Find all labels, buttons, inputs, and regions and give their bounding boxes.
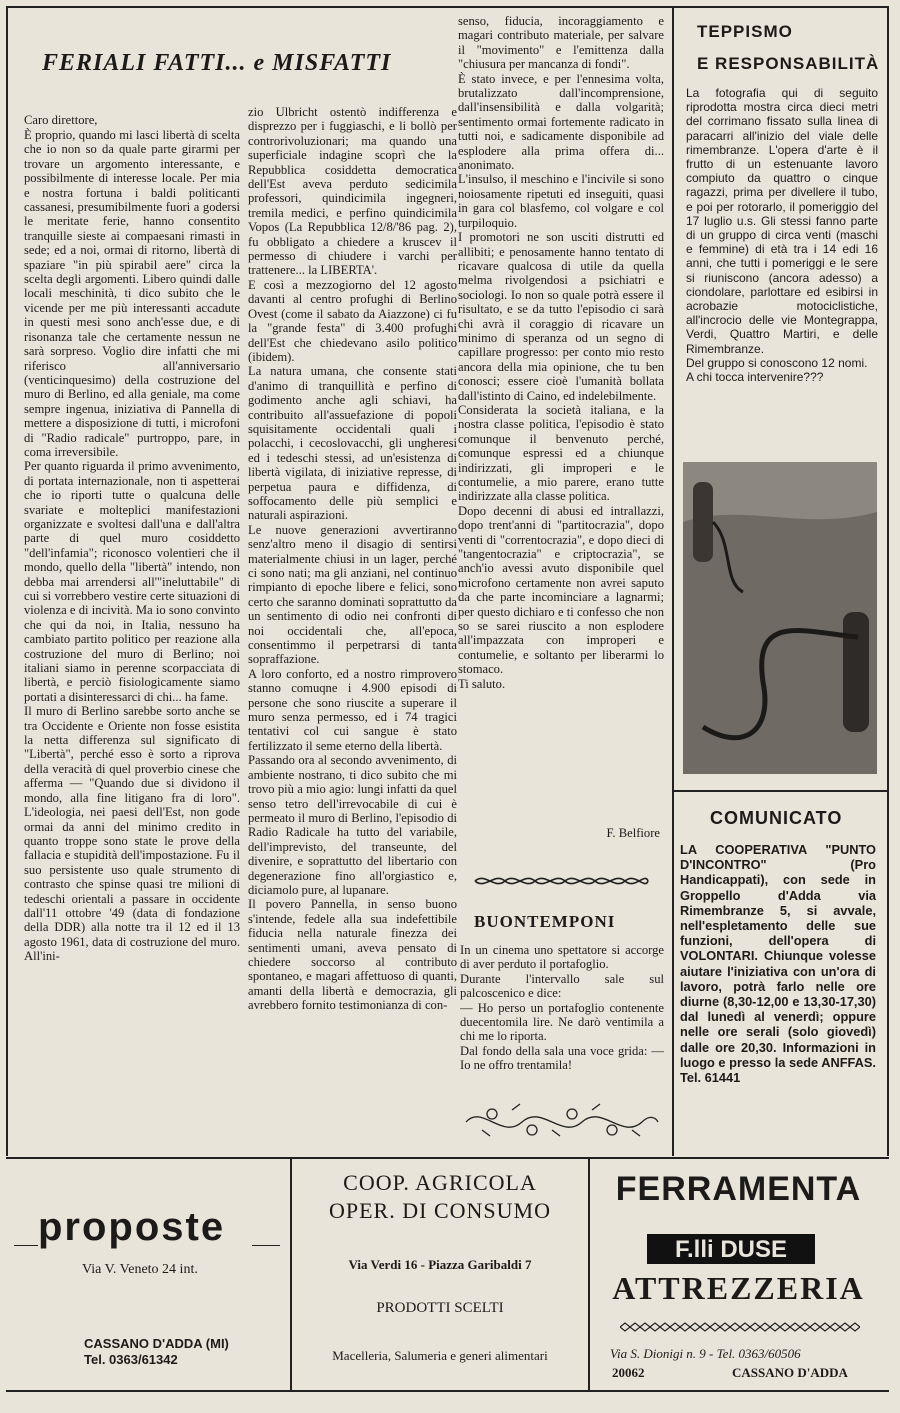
frame-left-rule xyxy=(6,6,8,1156)
article-column-3: senso, fiducia, incoraggiamento e magari contributo materiale, per salvare il "movimento" e l'emittenza dalla "chiusura per mancanza di fondi". È stato invece, e per l'ennesima volta, brutalizzato dall'incomprensione, dall'insensibilità e dalla volgarità; sentimento ormai fortemente radicato in tutti noi, e sadicamente disponibile ad esplodere alla prima offera di... anonimato. L'insulso, il meschino e l'incivile si sono noiosamente ripetuti ed inseguiti, quasi in gara col blasfemo, col volgare e col turpiloquio. I promotori ne son usciti distrutti ed allibiti; e penosamente hanno tentato di ricavare qualcosa di utile da quella melma rivolgendosi a psichiatri e sociologi. Io non so quale potrà essere il risultato, e se da tutto l'episodio ci sarà chi avrà il coraggio di ricavare un minimo di speranza od un segno di capillare progresso: per conto mio resto ancora della mia opinione, che tu ben conosci; essere cioè l'umanità bollata dall'istinto di Caino, ed indelebilmente. Considerata la società italiana, e la nostra classe politica, l'episodio è stato comunque il benvenuto perché, comunque espressi ed a chiunque indirizzati, gli improperi e le contumelie, a mio parere, erano tutte indirizzate alla classe politica. Dopo decenni di abusi ed intrallazzi, dopo trent'anni di "partitocrazia", dopo venti di "correntocrazia", e dopo dieci di "tangentocrazia" e criptocrazia", se anch'io avessi avuto disponibile quel microfono certamente non avrei saputo da che parte incominciare a lagnarmi; per questo dichiaro e ti confesso che non so se sarei riuscito a non esplodere all'impazzata con improperi e contumelie, e soltanto per liberarmi lo stomaco. Ti saluto. xyxy=(458,14,664,691)
article-title: FERIALI FATTI... e MISFATTI xyxy=(42,50,392,76)
teppismo-title-line-1: TEPPISMO xyxy=(697,22,793,41)
frame-right-rule xyxy=(887,6,889,1156)
ads-bottom-rule xyxy=(6,1390,889,1392)
ferramenta-address: Via S. Dionigi n. 9 - Tel. 0363/60506 xyxy=(610,1346,801,1361)
floral-ornament-icon xyxy=(462,1100,662,1144)
ferramenta-city: CASSANO D'ADDA xyxy=(732,1365,848,1380)
railing-photo xyxy=(683,462,877,774)
column-divider-right xyxy=(672,6,674,1156)
coop-services: Macelleria, Salumeria e generi alimentari xyxy=(332,1348,548,1363)
proposte-logo: proposte xyxy=(38,1205,226,1249)
comunicato-title: COMUNICATO xyxy=(710,808,843,828)
buontemponi-title: BUONTEMPONI xyxy=(474,912,616,931)
coop-title-line-1: COOP. AGRICOLA xyxy=(343,1170,537,1195)
ferramenta-zip: 20062 xyxy=(612,1365,645,1380)
coop-title-line-2: OPER. DI CONSUMO xyxy=(329,1198,551,1223)
coop-address: Via Verdi 16 - Piazza Garibaldi 7 xyxy=(348,1257,532,1272)
article-signature: F. Belfiore xyxy=(606,826,660,840)
proposte-city: CASSANO D'ADDA (MI) xyxy=(84,1336,229,1351)
ferramenta-brand: F.lli DUSE xyxy=(674,1236,788,1263)
ferramenta-title: FERRAMENTA xyxy=(615,1170,862,1208)
article-column-2: zio Ulbricht ostentò indifferenza e disprezzo per i fuggiaschi, e li bollò per controrivoluzionari; ma quando una superficiale indagine scoprì che la Repubblica cosiddetta democratica dell'Est aveva perduto sedicimila professori, quindicimila ingegneri, tremila medici, e perfino quindicimila Vopos (La Repubblica 12/8/'86 pag. 2), fu obbligato a chiedere a kruscev il permesso di chiudere i varchi per trattenere... la LIBERTA'. E così a mezzogiorno del 12 agosto davanti al centro profughi di Berlino Ovest (come il sabato da Aiazzone) ci fu la "grande festa" di 3.400 profughi dell'Est che chiedevano asilo politico (ibidem). La natura umana, che consente stati d'animo di tranquillità e perfino di godimento anche agli schiavi, ha contribuito all'assuefazione di popoli squisitamente occidentali quali i polacchi, i cecoslovacchi, gli ungheresi ed i tedeschi stessi, ad un'esistenza di libertà vigilata, di iniziative represse, di perpetua paura e diffidenza, di soffocamento delle più semplici e naturali aspirazioni. Le nuove generazioni avvertiranno senz'altro meno il disagio di sentirsi materialmente chiusi in un lager, perché ci sono nati; ma gli anziani, nel continuo rimpianto di epoche libere e felici, sono certo che saranno dominati soprattutto da un sentimento di odio nei confronti di noi occidentali che, all'epoca, consentimmo il perpetrarsi di tanta sopraffazione. A loro conforto, ed a nostro rimprovero stanno comuqne i 4.900 episodi di persone che sono riuscite a superare il muro senza permesso, ed i 74 tragici tentativi col cui sangue è stato fertilizzato il seme eterno della libertà. Passando ora al secondo avvenimento, di ambiente nostrano, ti dico subito che mi trovo più a mio agio: lungi infatti da quel senso tetro dell'irrevocabile di cui è permeato il muro di Berlino, l'episodio di Radio Radicale ha tutto del variabile, dell'imprevisto, del transeunte, del divenire, e soprattutto del libertario con degenerazione fino all'orgiastico e, diciamolo pure, al lupanare. Il povero Pannella, in senso buono s'intende, fedele alla sua indefettibile fiducia nella naturale finezza dei sentimenti umani, aveva pensato di chiedere soccorso al contributo spontaneo, e magari affettuoso di quanti, amanti della libertà e democrazia, gli avrebbero fornito testimonianza di con- xyxy=(248,105,457,1013)
ferramenta-divider-icon xyxy=(620,1322,860,1332)
teppismo-body: La fotografia qui di seguito riprodotta mostra circa dieci metri del corrimano fissato sulla linea di paracarri all'inizio del viale delle rimembranze. L'opera d'arte è il frutto di un estenuante lavoro compiuto da quattro o cinque ragazzi, prima per divellere il tubo, e poi per rotorarlo, il pomeriggio del 17 luglio u.s. Gli stessi fanno parte di un gruppo di circa venti (maschi e femmine) di età tra i 14 edi 16 anni, che tutti i pomeriggi e le sere si riuniscono (ancora adesso) a ciondolare, parlottare ed esibirsi in acrobazie motociclistiche, all'incrocio delle vie Montegrappa, Verdi, Quattro Martiri, e delle Rimembranze. Del gruppo si conoscono 12 nomi. A chi tocca intervenire??? xyxy=(686,86,878,385)
article-column-1: È proprio, quando mi lasci libertà di scelta che io non so da quale parte girarmi per trovare un argomento interessante, e possibilmente di interesse locale. Per mia e nostra fortuna i baldi politicanti cassanesi, presumibilmente fuori a godersi le meritate ferie, hanno consentito tranquille sieste ai compaesani rimasti in sede; ed a noi, ormai di ritorno, libertà di spaziare "in più spirabil aere" circa la scelta degli argomenti. Libero quindi dalle locali meschinità, ti dico subito che le vicende per me più interessanti accadute in questi mesi sono anch'esse due, e di risonanza tale che certamente nessun ne sarà sorpreso. Voglio dire infatti che mi riferisco all'anniversario (venticinquesimo) della costruzione del muro di Berlino, ed alla geniale, ma come sempre ingenua, iniziativa di Pannella di mettere a disposizione di tutti, i microfoni di "Radio radicale" purtroppo, pare, in coma irreversibile. Per quanto riguarda il primo avvenimento, di portata internazionale, non ti aspetterai che io riporti tutte o qualcuna delle svariate e molteplici manifestazioni organizzate e svoltesi dall'una e dall'altra parte di quel muro cosiddetto "dell'infamia"; riconosco volentieri che il mondo, quello della "libertà" intendo, non debba mai arrendersi all'"ineluttabile" di cui si vorrebbero vestire certe situazioni di violenza e di incività. Ma io sono convinto che qui da noi, in Italia, nessuno ha cambiato partito politico per reazione alla costruzione del muro di Berlino; noi italiani siamo in perenne scorpacciata di libertà, e perciò fisiologicamente siamo portati a disinteressarci di chi... ha fame. Il muro di Berlino sarebbe sorto anche se tra Occidente e Oriente non fosse esistita la netta differenza sul significato di "Libertà", perché esso è sorto a riprova della veracità di quel proverbio cinese che afferma — "Quando due si dividono il mondo, alla fine litigano fra di loro". L'ideologia, nei paesi dell'Est, non gode ormai da anni del minimo credito in quanto troppe sono state le prove della fallacia e stupidità dell'impostazione. Fu il suo persistente uso quale strumento di contrasto che spinse quasi tre milioni di tedeschi orientali a passare in occidente dall'11 ottobre '49 (data di fondazione della DDR) alla notte tra il 12 ed il 13 agosto 1961, data di costruzione del muro. All'ini- xyxy=(24,128,240,964)
proposte-logo-rule-left xyxy=(14,1245,38,1246)
ads-top-rule xyxy=(6,1157,889,1159)
frame-top-rule xyxy=(6,6,889,8)
coop-slogan: PRODOTTI SCELTI xyxy=(376,1300,504,1316)
proposte-address: Via V. Veneto 24 int. xyxy=(82,1262,198,1277)
proposte-logo-rule-right xyxy=(252,1245,280,1246)
box-divider-right xyxy=(672,790,889,792)
proposte-phone: Tel. 0363/61342 xyxy=(84,1352,178,1367)
bent-railing-image-icon xyxy=(683,462,877,774)
teppismo-title-line-2: E RESPONSABILITÀ xyxy=(697,54,880,73)
article-greeting: Caro direttore, xyxy=(24,113,98,127)
ornament-divider-icon xyxy=(470,872,650,890)
comunicato-body: LA COOPERATIVA "PUNTO D'INCONTRO" (Pro Handicappati), con sede in Groppello d'Adda via Rimembranze 5, si avvale, nell'espletamento delle sue funzioni, dell'opera di VOLONTARI. Chiunque volesse aiutare l'iniziativa con un'ora di lavoro, potrà farlo nelle ore diurne (8,30-12,00 e 13,30-17,30) dal lunedì al venerdì; oppure nelle ore serali (solo giovedì) dalle ore 20,30. Informazioni in luogo e presso la sede ANFFAS. Tel. 61441 xyxy=(680,842,876,1086)
ferramenta-subtitle: ATTREZZERIA xyxy=(612,1270,865,1306)
buontemponi-body: In un cinema uno spettatore si accorge di aver perduto il portafoglio. Durante l'intervallo sale sul palcoscenico e dice: — Ho perso un portafoglio contenente duecentomila lire. Ne darò ventimila a chi me lo riporta. Dal fondo della sala una voce grida: — Io ne offro trentamila! xyxy=(460,943,664,1073)
